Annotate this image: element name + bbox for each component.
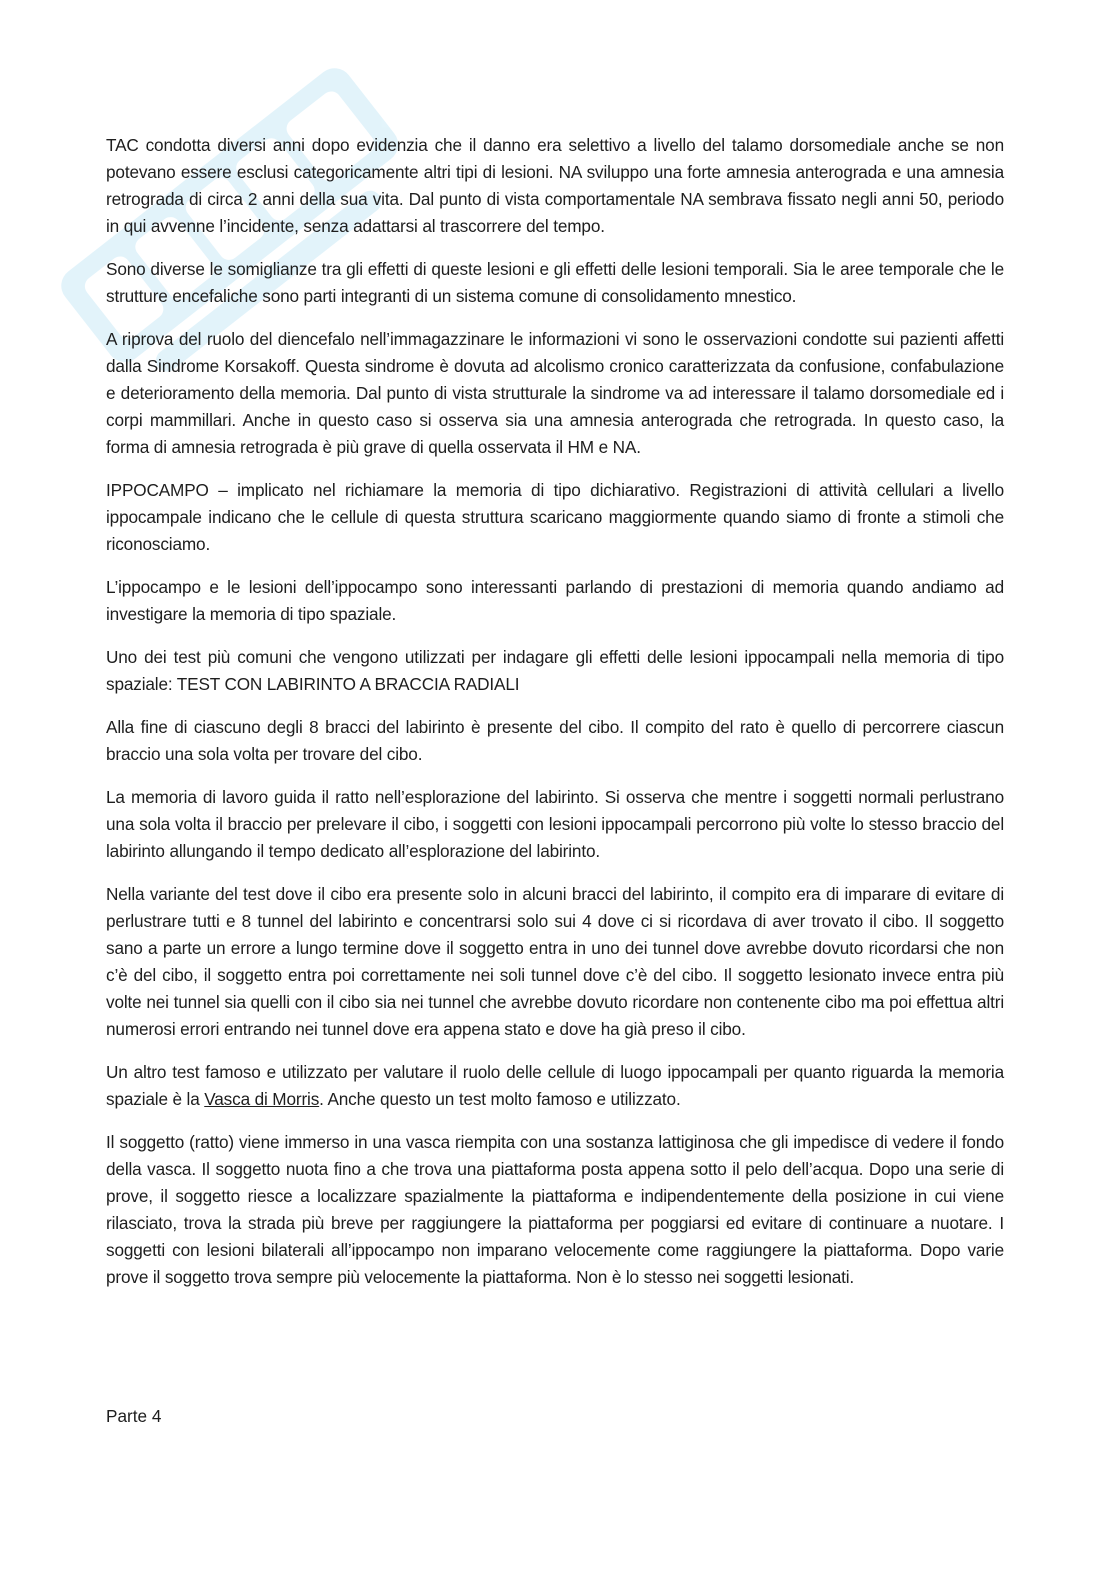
paragraph-somiglianze: Sono diverse le somiglianze tra gli effetti di queste lesioni e gli effetti delle lesioni temporali. Sia le aree temporale che le strutture encefaliche sono parti integranti di un sistema comune di consolidamento mnestico.: [106, 259, 1004, 306]
paragraph-bracci-cibo: Alla fine di ciascuno degli 8 bracci del labirinto è presente del cibo. Il compito del rato è quello di percorrere ciascun braccio una sola volta per trovare del cibo.: [106, 717, 1004, 764]
paragraph-vasca-morris-descrizione: Il soggetto (ratto) viene immerso in una vasca riempita con una sostanza lattiginosa che gli impedisce di vedere il fondo della vasca. Il soggetto nuota fino a che trova una piattaforma posta appena sotto il pelo dell’acqua. Dopo una serie di prove, il soggetto riesce a localizzare spazialmente la piattaforma e indipendentemente della posizione in cui viene rilasciato, trova la strada più breve per raggiungere la piattaforma per poggiarsi ed evitare di continuare a nuotare. I soggetti con lesioni bilaterali all’ippocampo non imparano velocemente come raggiungere la piattaforma. Dopo varie prove il soggetto trova sempre più velocemente la piattaforma. Non è lo stesso nei soggetti lesionati.: [106, 1132, 1004, 1287]
paragraph-text-before: Un altro test famoso e utilizzato per valutare il ruolo delle cellule di luogo ippocampali per quanto riguarda la memoria spaziale è la: [106, 1062, 1004, 1109]
paragraph-memoria-spaziale: L’ippocampo e le lesioni dell’ippocampo sono interessanti parlando di prestazioni di memoria quando andiamo ad investigare la memoria di tipo spaziale.: [106, 577, 1004, 624]
paragraph-test-labirinto: Uno dei test più comuni che vengono utilizzati per indagare gli effetti delle lesioni ippocampali nella memoria di tipo spaziale: TEST CON LABIRINTO A BRACCIA RADIALI: [106, 647, 1004, 694]
vasca-di-morris-term: Vasca di Morris: [204, 1089, 320, 1109]
paragraph-tac-na: TAC condotta diversi anni dopo evidenzia che il danno era selettivo a livello del talamo dorsomediale anche se non potevano essere esclusi categoricamente altri tipi di lesioni. NA sviluppo una forte amnesia anterograda e una amnesia retrograda di circa 2 anni della sua vita. Dal punto di vista comportamentale NA sembrava fissato negli anni 50, periodo in qui avvenne l’incidente, senza adattarsi al trascorrere del tempo.: [106, 135, 1004, 236]
document-body: [106, 132, 1004, 1307]
section-label: Parte 4: [106, 1406, 162, 1426]
paragraph-text-after: . Anche questo un test molto famoso e utilizzato.: [319, 1089, 681, 1109]
paragraph-ippocampo: IPPOCAMPO – implicato nel richiamare la memoria di tipo dichiarativo. Registrazioni di attività cellulari a livello ippocampale indicano che le cellule di questa struttura scaricano maggiormente quando siamo di fronte a stimoli che riconosciamo.: [106, 480, 1004, 554]
paragraph-korsakoff: A riprova del ruolo del diencefalo nell’immagazzinare le informazioni vi sono le osservazioni condotte sui pazienti affetti dalla Sindrome Korsakoff. Questa sindrome è dovuta ad alcolismo cronico caratterizzata da confusione, confabulazione e deterioramento della memoria. Dal punto di vista strutturale la sindrome va ad interessare il talamo dorsomediale ed i corpi mammillari. Anche in questo caso si osserva sia una amnesia anterograda che retrograda. In questo caso, la forma di amnesia retrograda è più grave di quella osservata il HM e NA.: [106, 329, 1004, 457]
paragraph-memoria-lavoro: La memoria di lavoro guida il ratto nell’esplorazione del labirinto. Si osserva che mentre i soggetti normali perlustrano una sola volta il braccio per prelevare il cibo, i soggetti con lesioni ippocampali percorrono più volte lo stesso braccio del labirinto allungando il tempo dedicato all’esplorazione del labirinto.: [106, 787, 1004, 861]
paragraph-variante-test: Nella variante del test dove il cibo era presente solo in alcuni bracci del labirinto, il compito era di imparare di evitare di perlustrare tutti e 8 tunnel del labirinto e concentrarsi solo sui 4 dove ci si ricordava di aver trovato il cibo. Il soggetto sano a parte un errore a lungo termine dove il soggetto entra in uno dei tunnel dove avrebbe dovuto ricordarsi che non c’è del cibo, il soggetto entra poi correttamente nei soli tunnel dove c’è del cibo. Il soggetto lesionato invece entra più volte nei tunnel sia quelli con il cibo sia nei tunnel che avrebbe dovuto ricordare non contenente cibo ma poi effettua altri numerosi errori entrando nei tunnel dove era appena stato e dove ha già preso il cibo.: [106, 884, 1004, 1039]
paragraph-vasca-morris-intro: [106, 1059, 1004, 1113]
